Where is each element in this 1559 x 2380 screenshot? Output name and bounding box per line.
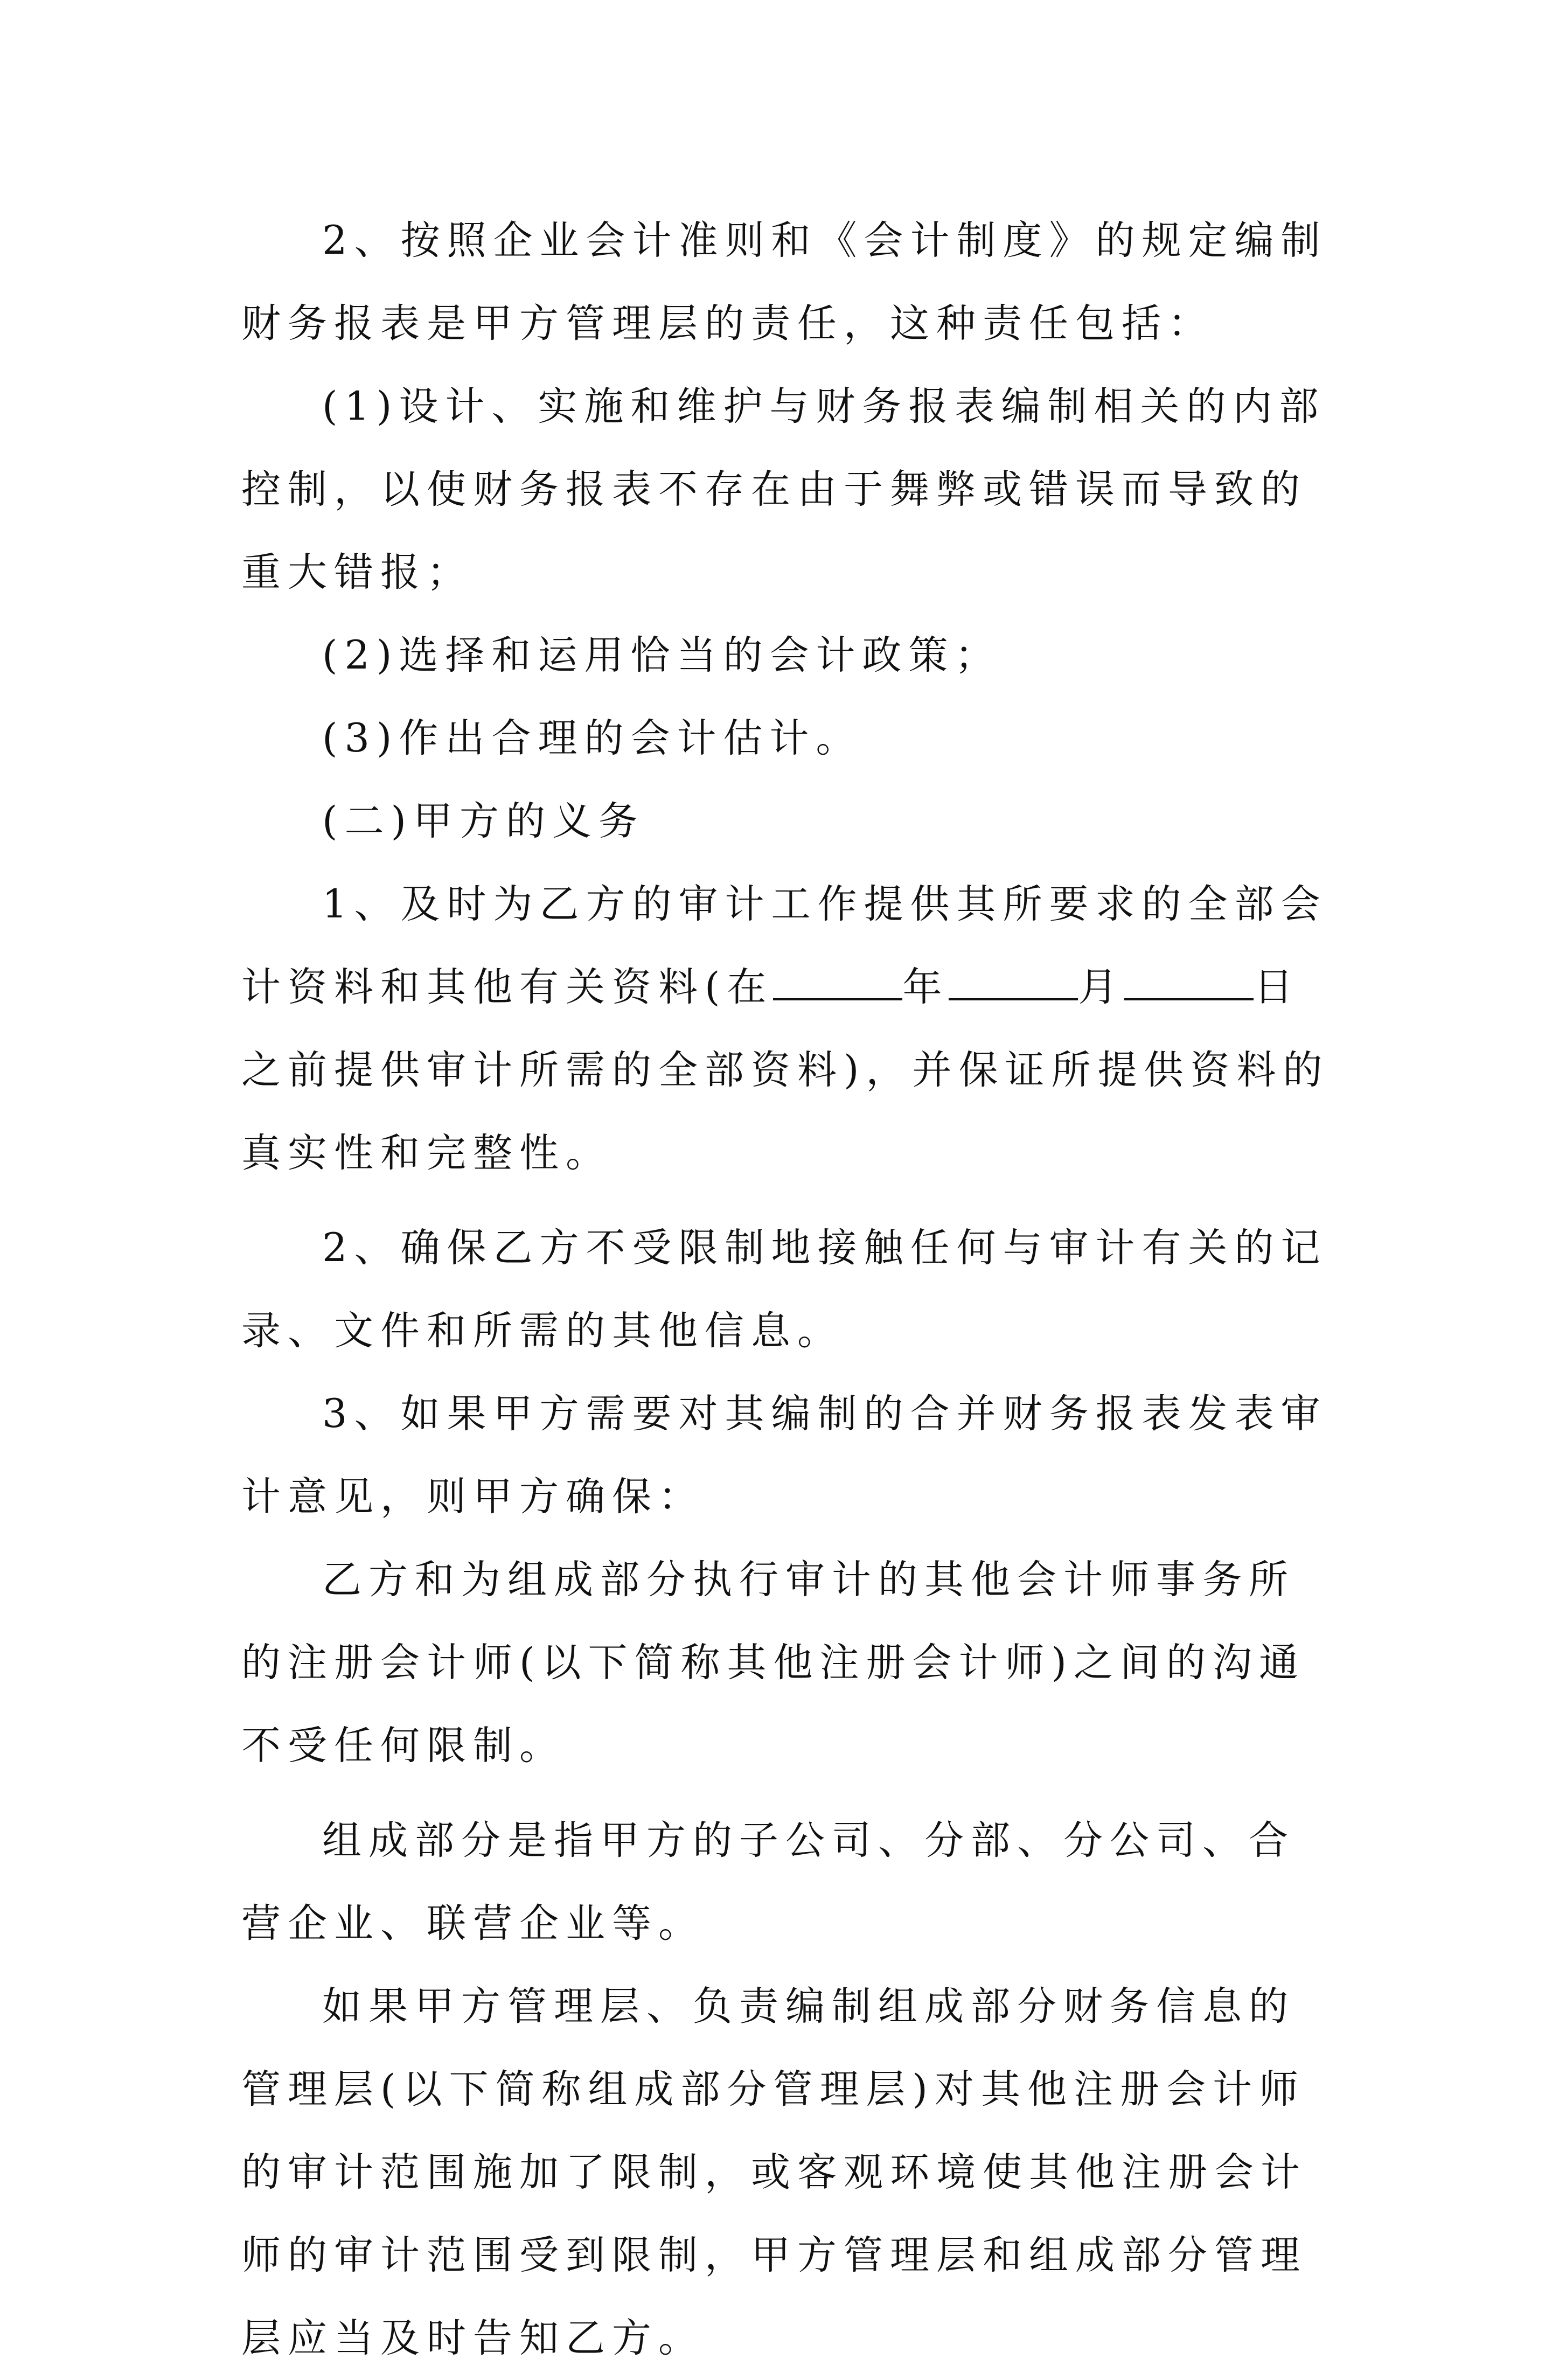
month-blank [949, 965, 1078, 1000]
paragraph-accounting-estimate: (3)作出合理的会计估计。 [322, 715, 862, 761]
document-body [241, 199, 1340, 2380]
provide-materials-text-2: 年 [902, 964, 949, 1010]
paragraph-consolidated-statements: 3、如果甲方需要对其编制的合并财务报表发表审计意见，则甲方确保： [241, 1391, 1327, 1520]
paragraph-unrestricted-access: 2、确保乙方不受限制地接触任何与审计有关的记录、文件和所需的其他信息。 [241, 1225, 1327, 1354]
paragraph-provide-materials [241, 863, 1340, 1195]
paragraph-accounting-policy: (2)选择和运用恰当的会计政策； [322, 632, 1001, 678]
paragraph-internal-control: (1)设计、实施和维护与财务报表编制相关的内部控制，以使财务报表不存在由于舞弊或错误而导致的重大错报； [241, 384, 1326, 595]
paragraph-scope-limitation: 如果甲方管理层、负责编制组成部分财务信息的管理层(以下简称组成部分管理层)对其他注册会计师的审计范围施加了限制，或客观环境使其他注册会计师的审计范围受到限制，甲方管理层和组成部分管理层应当及时告知乙方。 [241, 1984, 1307, 2361]
paragraph-communication-unrestricted: 乙方和为组成部分执行审计的其他会计师事务所的注册会计师(以下简称其他注册会计师)之间的沟通不受任何限制。 [241, 1557, 1305, 1769]
provide-materials-text-4: 日之前提供审计所需的全部资料)，并保证所提供资料的真实性和完整性。 [241, 964, 1330, 1176]
day-blank [1124, 965, 1254, 1000]
paragraph-management-responsibility: 2、按照企业会计准则和《会计制度》的规定编制财务报表是甲方管理层的责任，这种责任包括： [241, 218, 1327, 346]
provide-materials-text-1: 1、及时为乙方的审计工作提供其所要求的全部会计资料和其他有关资料(在 [241, 881, 1327, 1010]
section-heading-party-a-obligations: (二)甲方的义务 [322, 798, 645, 844]
paragraph-component-definition: 组成部分是指甲方的子公司、分部、分公司、合营企业、联营企业等。 [241, 1818, 1295, 1946]
year-blank [773, 965, 902, 1000]
provide-materials-text-3: 月 [1078, 964, 1125, 1010]
